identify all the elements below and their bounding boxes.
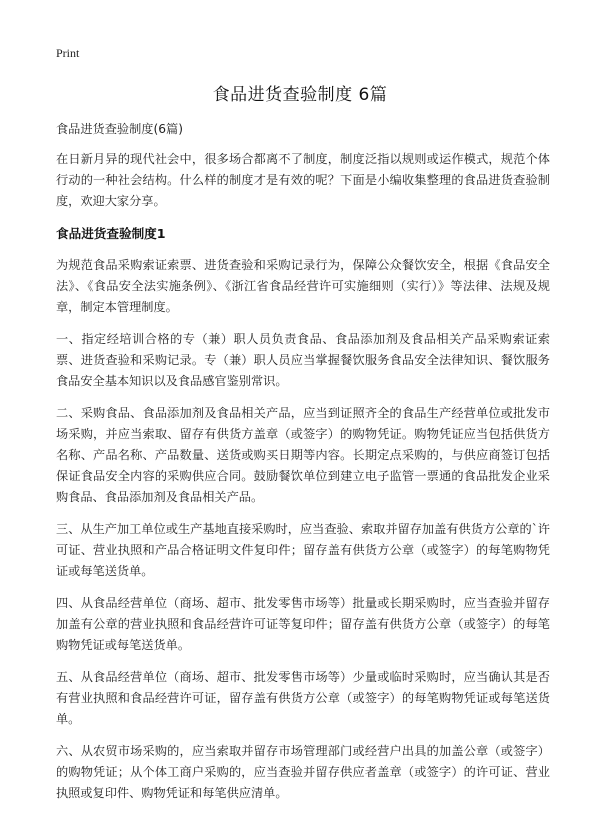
body-paragraph: 三、从生产加工单位或生产基地直接采购时，应当查验、索取并留存加盖有供货方公章的`许可证、营业执照和产品合格证明文件复印件；留存盖有供货方公章（或签字）的每笔购物凭证或每笔送货单。 (56, 522, 550, 578)
document-body (56, 119, 550, 815)
document-title: 食品进货查验制度 6篇 (212, 85, 388, 105)
section-heading: 食品进货查验制度1 (56, 226, 166, 241)
body-paragraph: 为规范食品采购索证索票、进货查验和采购记录行为，保障公众餐饮安全，根据《食品安全法》、《食品安全法实施条例》、《浙江省食品经营许可实施细则（实行）》等法律、法规及规章，制定本管理制度。 (56, 258, 550, 314)
print-label: Print (56, 46, 80, 60)
body-paragraph: 一、指定经培训合格的专（兼）职人员负责食品、食品添加剂及食品相关产品采购索证索票、进货查验和采购记录。专（兼）职人员应当掌握餐饮服务食品安全法律知识、餐饮服务食品安全基本知识以及食品感官鉴别常识。 (56, 332, 550, 388)
body-paragraph: 四、从食品经营单位（商场、超市、批发零售市场等）批量或长期采购时，应当查验并留存加盖有公章的营业执照和食品经营许可证等复印件；留存盖有供货方公章（或签字）的每笔购物凭证或每笔送货单。 (56, 596, 550, 652)
body-paragraph: 二、采购食品、食品添加剂及食品相关产品，应当到证照齐全的食品生产经营单位或批发市场采购，并应当索取、留存有供货方盖章（或签字）的购物凭证。购物凭证应当包括供货方名称、产品名称、产品数量、送货或购买日期等内容。长期定点采购的，与供应商签订包括保证食品安全内容的采购供应合同。鼓励餐饮单位到建立电子监管一票通的食品批发企业采购食品、食品添加剂及食品相关产品。 (56, 406, 550, 504)
body-paragraph: 五、从食品经营单位（商场、超市、批发零售市场等）少量或临时采购时，应当确认其是否有营业执照和食品经营许可证，留存盖有供货方公章（或签字）的每笔购物凭证或每笔送货单。 (56, 670, 550, 726)
document-subtitle: 食品进货查验制度(6篇) (56, 122, 183, 136)
intro-paragraph: 在日新月异的现代社会中，很多场合都离不了制度，制度泛指以规则或运作模式，规范个体行动的一种社会结构。什么样的制度才是有效的呢？下面是小编收集整理的食品进货查验制度，欢迎大家分享。 (56, 152, 550, 208)
body-paragraph: 六、从农贸市场采购的，应当索取并留存市场管理部门或经营户出具的加盖公章（或签字）的购物凭证；从个体工商户采购的，应当查验并留存供应者盖章（或签字）的许可证、营业执照或复印件、购物凭证和每笔供应清单。 (56, 744, 550, 800)
